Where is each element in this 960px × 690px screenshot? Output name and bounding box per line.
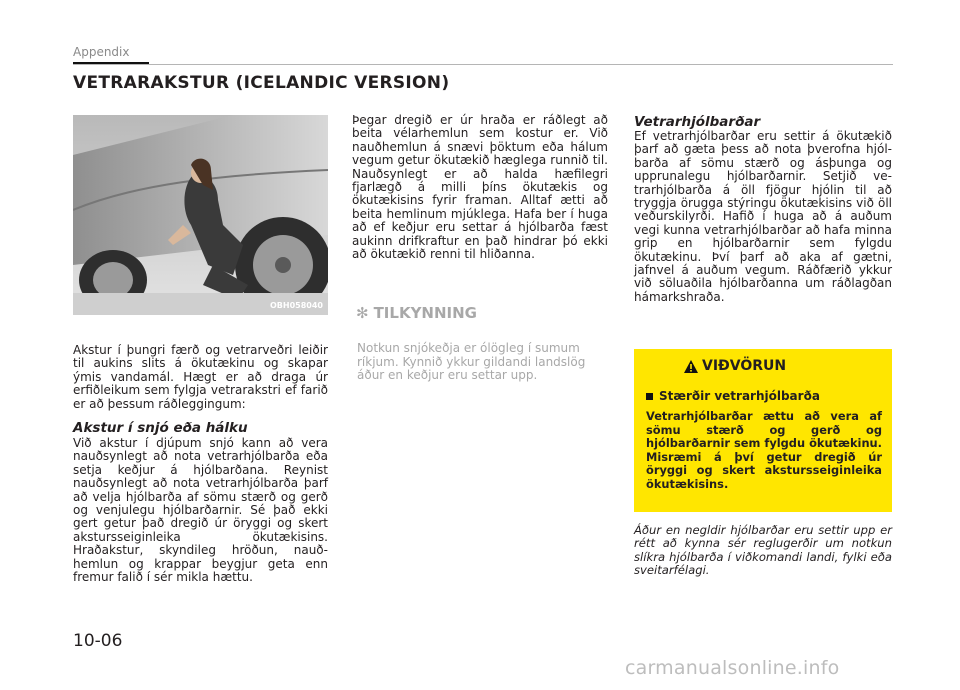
section-label: Appendix [73, 45, 130, 59]
warning-heading [684, 358, 786, 374]
warning-text: Vetrarhjólbarðar ættu að vera af sömu stærð og gerð og hjólbarðarnir sem fylgdu ökutækinu. Misræmi á því getur dregið úr öryggi og skert akstursseiginleika ökutækisins. [646, 409, 882, 491]
header-divider [73, 64, 893, 65]
notice-heading [356, 304, 477, 322]
page-number: 10-06 [73, 631, 123, 651]
warning-box [634, 349, 892, 512]
woman-checking-car-tire-illustration [73, 115, 328, 315]
braking-paragraph: Þegar dregið er úr hraða er ráðlegt að beita vélarhemlun sem kostur er. Við nauðhemlun á snævi þöktum eða hálum vegum getur ökutækið hæglega runnið til. Nauðsynlegt er að halda hæfilegri fjarlægð á milli þíns ökutækis og ökutækisins fyrir framan. Alltaf ætti að beita hemlinum mjúklega. Hafa ber í huga að ef keðjur eru settar á hjólbarða fæst aukinn drifkraftur en það hindrar þó ekki að ökutækið renni til hliðanna. [352, 113, 608, 262]
tire-check-photo [73, 115, 328, 315]
watermark: carmanualsonline.info [625, 657, 840, 679]
notice-text: Notkun snjókeðja er ólögleg í sumum ríkjum. Kynnið ykkur gildandi landslög áður en keðjur eru settar upp. [357, 341, 586, 383]
page-title: VETRARAKSTUR (ICELANDIC VERSION) [73, 73, 450, 93]
warning-triangle-icon [684, 360, 698, 373]
notice-title: TILKYNNING [373, 304, 477, 322]
warning-title: VIÐVÖRUN [702, 358, 787, 374]
figure-code: OBH058040 [270, 301, 323, 310]
intro-paragraph: Akstur í þungri færð og vetrarveðri leiðir til aukins slits á ökutækinu og skapar ýmis vandamál. Hægt er að draga úr erfiðleikum sem fylgja vetrarakstri ef farið er að þessum ráðleggingum: [73, 343, 328, 411]
snowflake-icon: ✻ [356, 304, 369, 322]
studded-tires-note: Áður en negldir hjólbarðar eru settir upp er rétt að kynna sér reglugerðir um notkun slíkra hjólbarða í viðkomandi landi, fylki eða sveitarfélagi. [634, 523, 892, 578]
winter-tires-paragraph: Ef vetrarhjólbarðar eru settir á ökutækið þarf að gæta þess að nota þverofna hjól barða af sömu stærð og ásþunga og upprunalegu hjólbarðarnir. Setjið vetrarhjólbarða á öll fjögur hjólin til að tryggja örugga stýringu ökutækisins við öll veðurskilyrði. Hafið í huga að á auðum vegi kunna vetrarhjólbarðar að hafa minna grip en hjólbarðarnir sem fylgdu ökutækinu. Því þarf að aka af gætni, jafnvel á auðum vegum. Ráðfærið ykkur við söluaðila hjólbarðanna um ráðlagðan hámarkshraða. [634, 129, 892, 304]
warning-subheading [646, 389, 820, 403]
bullet-square-icon [646, 393, 653, 400]
snow-driving-paragraph: Við akstur í djúpum snjó kann að vera nauðsynlegt að nota vetrarhjólbarða eða setja keðjur á hjólbarðana. Reynist nauðsynlegt að nota vetrarhjólbarða þarf að velja hjólbarða af sömu stærð og gerð og venjulegu hjólbarðarnir. Sé það ekki gert getur það dregið úr öryggi og skert akstursseiginleika ökutækisins. Hraðakstur, skyndileg hröðun, nauðhemlun og krappar beygjur geta enn fremur falið í sér mikla hættu. [73, 436, 328, 585]
winter-tires-heading: Vetrarhjólbarðar [634, 114, 761, 130]
snow-driving-heading: Akstur í snjó eða hálku [73, 420, 248, 436]
warning-subtitle: Stærðir vetrarhjólbarða [659, 389, 820, 403]
